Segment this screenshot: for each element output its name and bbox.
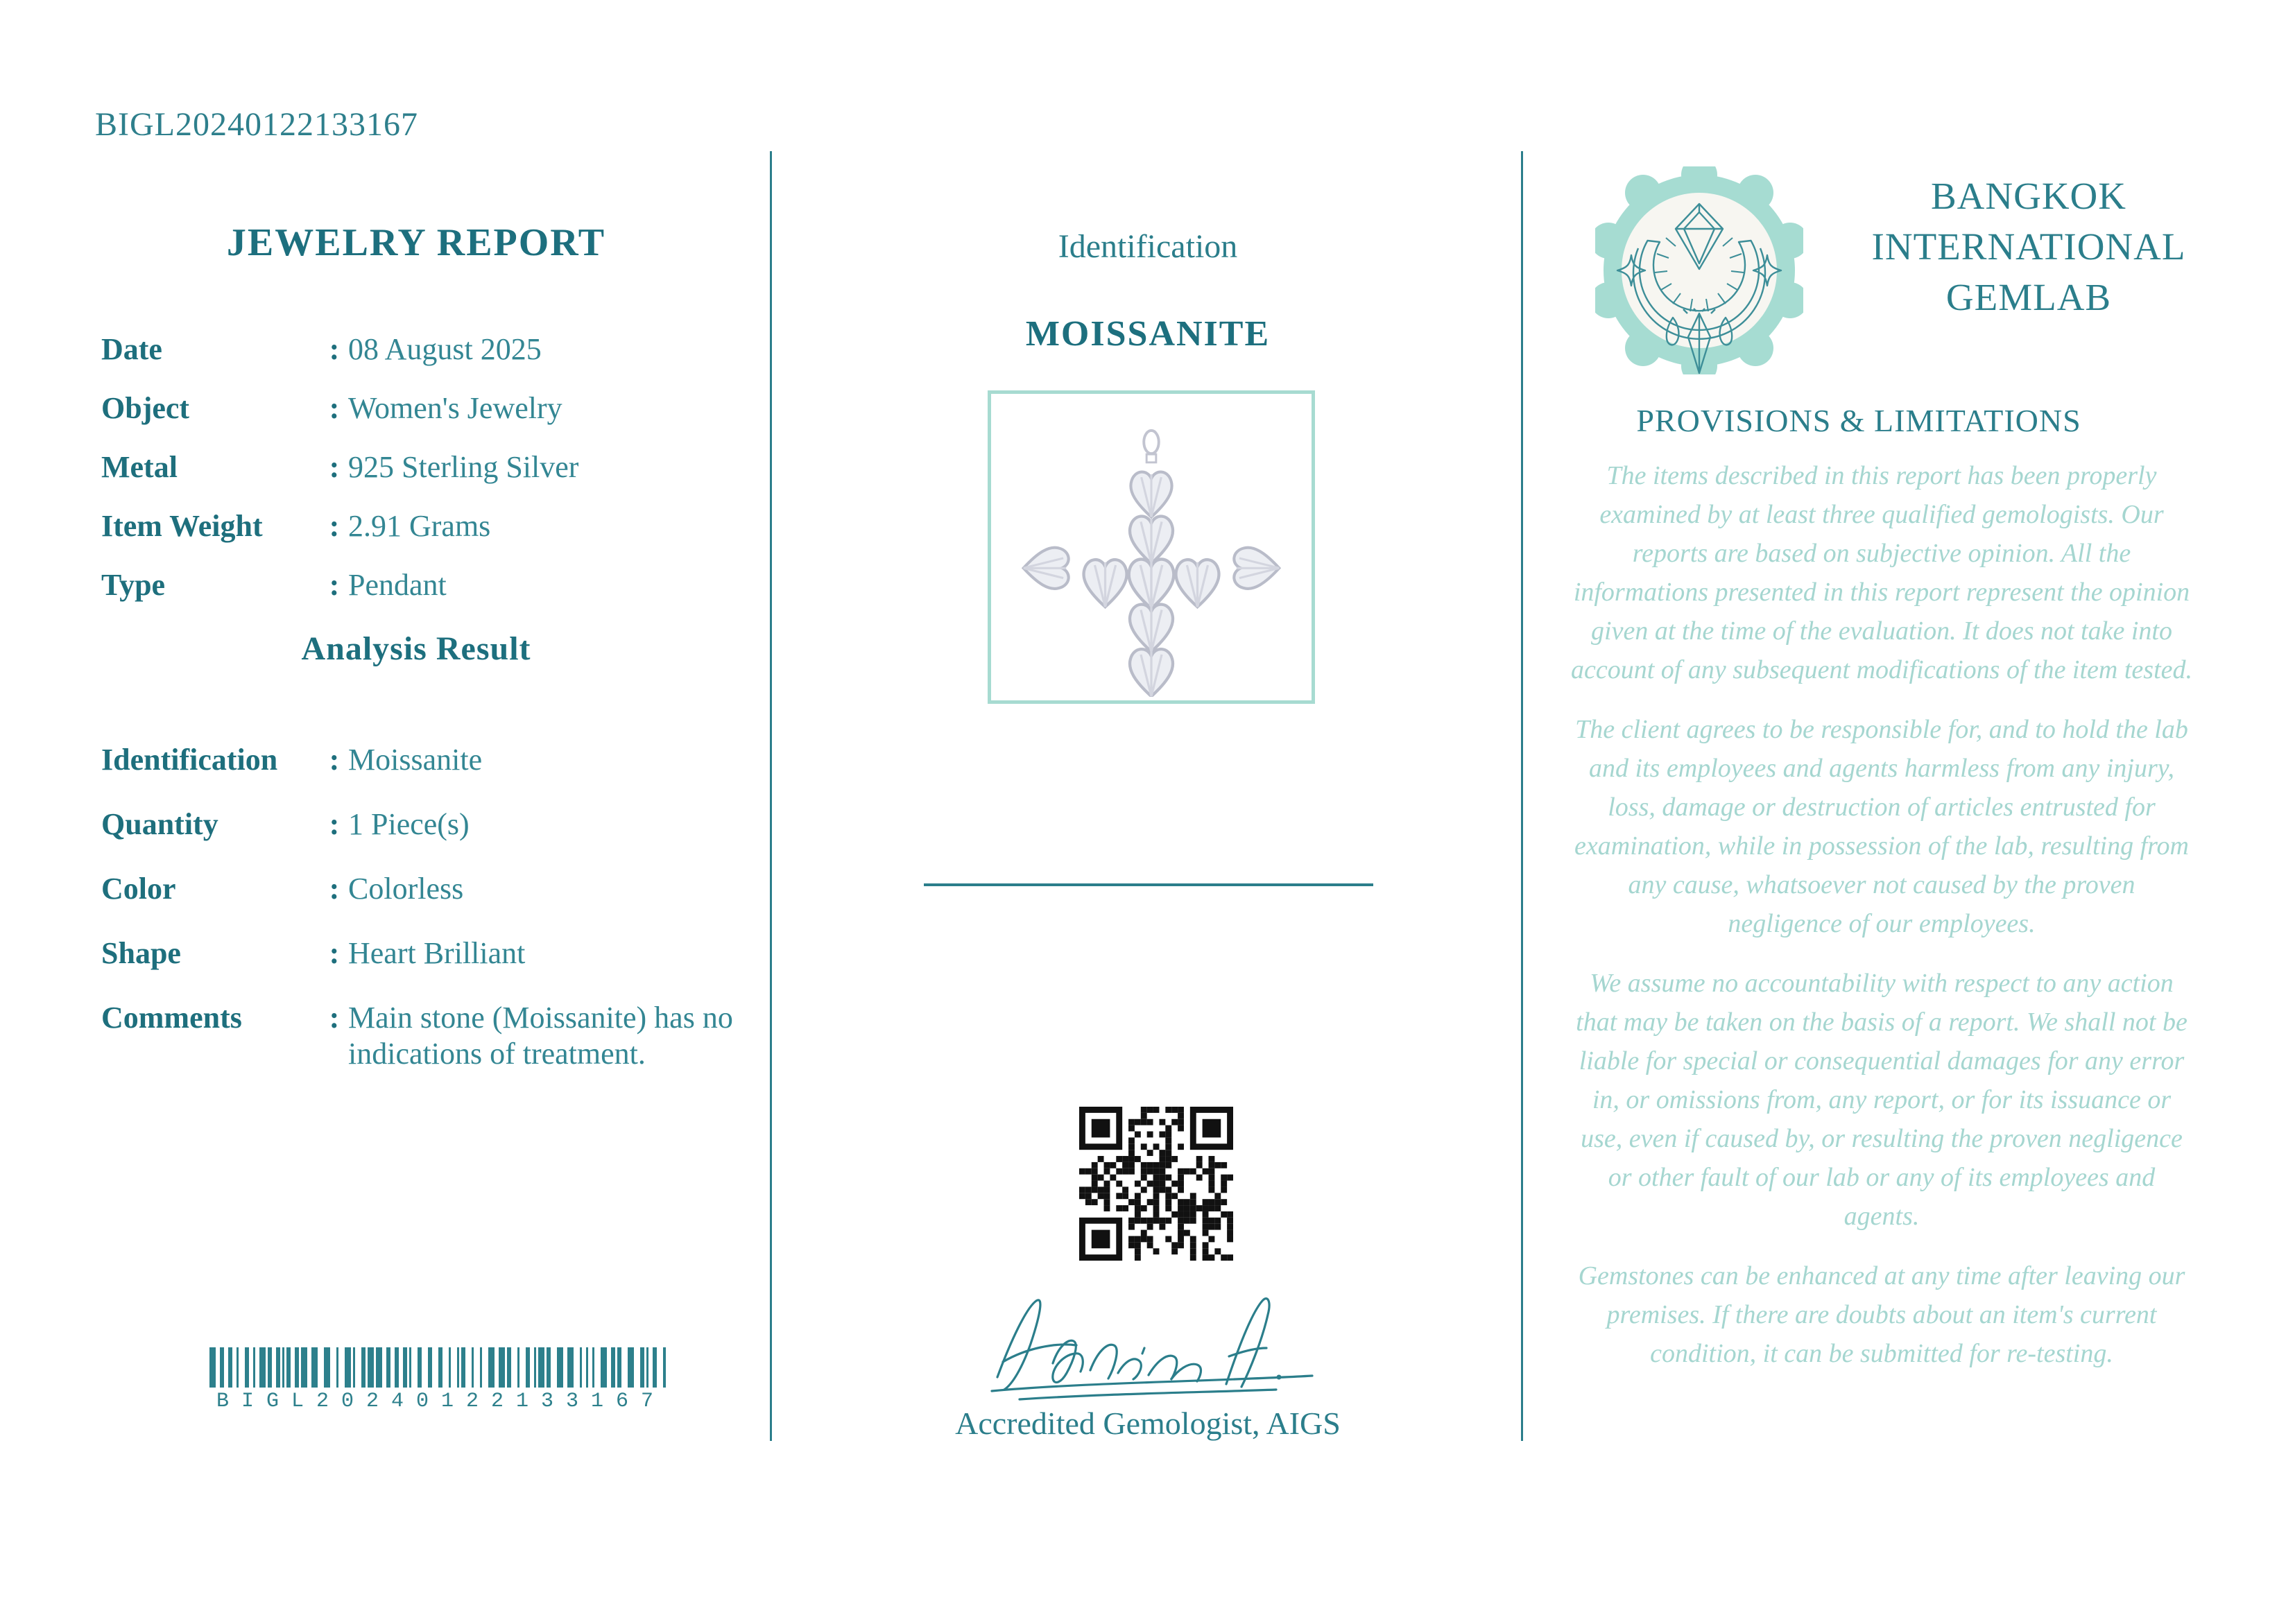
detail-value: 2.91 Grams <box>348 509 491 543</box>
middle-divider-line <box>924 883 1373 886</box>
analysis-label: Color <box>101 872 176 906</box>
detail-label: Date <box>101 332 162 366</box>
colon: : <box>329 743 340 777</box>
detail-label: Metal <box>101 450 178 484</box>
analysis-label: Quantity <box>101 807 218 841</box>
analysis-row-identification <box>101 742 777 806</box>
analysis-label: Comments <box>101 1001 242 1035</box>
detail-row-metal <box>101 449 777 508</box>
lab-name-line2: INTERNATIONAL <box>1871 225 2186 268</box>
detail-value: 08 August 2025 <box>348 332 542 366</box>
pendant-photo <box>995 397 1308 697</box>
detail-label: Item Weight <box>101 509 263 543</box>
column-divider-right <box>1521 151 1523 1441</box>
provisions-text <box>1570 456 2194 1394</box>
analysis-row-comments <box>101 1000 777 1072</box>
gemologist-credential: Accredited Gemologist, AIGS <box>955 1406 1341 1441</box>
barcode <box>209 1347 667 1388</box>
detail-value: Women's Jewelry <box>348 391 562 425</box>
page-title: JEWELRY REPORT <box>226 221 606 264</box>
detail-row-item-weight <box>101 508 777 567</box>
identification-section-title: Identification <box>1058 228 1238 265</box>
gemlab-logo <box>1595 166 1803 374</box>
signature <box>971 1279 1332 1407</box>
provisions-paragraph: The client agrees to be responsible for, and to hold the lab and its employees and agents harmless from any injury, loss, damage or destruction of articles entrusted for examination, while in possession of the lab, resulting from any cause, whatsoever not caused by the proven negligence of our employees. <box>1574 715 2189 938</box>
analysis-value: 1 Piece(s) <box>348 807 470 841</box>
item-photo-frame <box>988 390 1315 704</box>
analysis-row-quantity <box>101 806 777 871</box>
detail-row-type <box>101 567 777 626</box>
analysis-result-title: Analysis Result <box>301 630 531 667</box>
lab-name-line3: GEMLAB <box>1945 276 2112 318</box>
colon: : <box>329 509 340 543</box>
detail-row-date <box>101 331 777 390</box>
analysis-row-color <box>101 871 777 935</box>
provisions-paragraph: Gemstones can be enhanced at any time after leaving our premises. If there are doubts about an item's current condition, it can be submitted for re-testing. <box>1578 1261 2185 1368</box>
colon: : <box>329 1001 340 1035</box>
provisions-title: PROVISIONS & LIMITATIONS <box>1636 403 2081 438</box>
detail-label: Type <box>101 568 166 602</box>
barcode-text: BIGL20240122133167 <box>216 1390 667 1413</box>
analysis-value: Moissanite <box>348 743 483 777</box>
detail-row-object <box>101 390 777 449</box>
identification-result: MOISSANITE <box>1025 314 1271 354</box>
report-number: BIGL20240122133167 <box>95 106 418 143</box>
qr-code <box>1079 1107 1233 1261</box>
details-block <box>101 331 777 626</box>
analysis-value: Heart Brilliant <box>348 936 526 970</box>
analysis-label: Shape <box>101 936 181 970</box>
lab-name-line1: BANGKOK <box>1931 175 2126 217</box>
provisions-paragraph: The items described in this report has been properly examined by at least three qualified gemologists. Our reports are based on subjective opinion. All the informations presented in this report represent the opinion given at the time of the evaluation. It does not take into account of any subsequent modifications of the item tested. <box>1570 461 2192 684</box>
colon: : <box>329 872 340 906</box>
detail-value: Pendant <box>348 568 447 602</box>
detail-label: Object <box>101 391 190 425</box>
provisions-paragraph: We assume no accountability with respect to any action that may be taken on the basis of a report. We shall not be liable for special or consequential damages for any error in, or omissions from, any report, or for its issuance or use, even if caused by, or resulting the proven negligence or other fault of our lab or any of its employees and agents. <box>1576 969 2187 1231</box>
analysis-value: Main stone (Moissanite) has no indications of treatment. <box>348 1001 733 1071</box>
colon: : <box>329 450 340 484</box>
colon: : <box>329 936 340 970</box>
colon: : <box>329 807 340 841</box>
colon: : <box>329 332 340 366</box>
analysis-label: Identification <box>101 743 278 777</box>
colon: : <box>329 568 340 602</box>
analysis-block <box>101 742 777 1072</box>
colon: : <box>329 391 340 425</box>
analysis-row-shape <box>101 935 777 1000</box>
lab-name <box>1831 171 2226 322</box>
analysis-value: Colorless <box>348 872 464 906</box>
detail-value: 925 Sterling Silver <box>348 450 579 484</box>
